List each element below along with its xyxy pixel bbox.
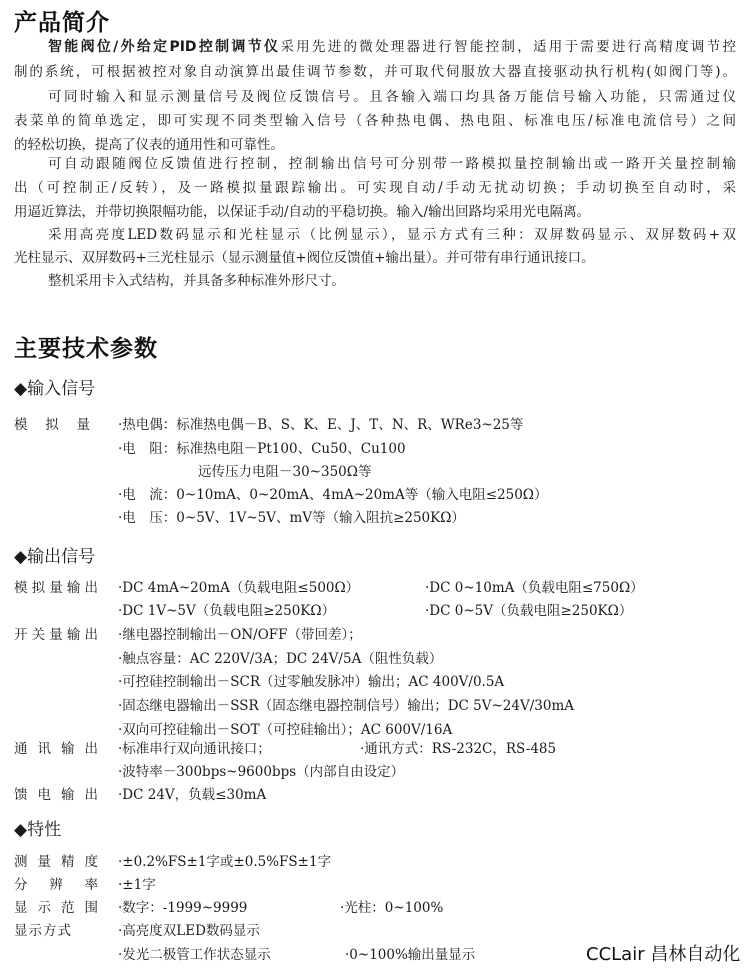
row-label: 模拟量输出 (14, 580, 98, 596)
row-value: ·DC 0~5V（负载电阻≥250KΩ） (425, 603, 633, 619)
intro-line (48, 36, 736, 58)
row-label: 测量精度 (14, 854, 98, 870)
row-value: ·继电器控制输出－ON/OFF（带回差）； (118, 627, 362, 643)
intro-line: 表菜单的简单选定，即可实现不同类型输入信号（各种热电偶、热电阻、标准电压/标准电流信号）之间 (14, 113, 736, 129)
intro-line: 光柱显示、双屏数码+三光柱显示（显示测量值+阀位反馈值+输出量）。并可带有串行通讯接口。 (14, 250, 595, 266)
row-value: ·波特率－300bps~9600bps（内部自由设定） (118, 764, 405, 780)
intro-line: 可自动跟随阀位反馈值进行控制，控制输出信号可分别带一路模拟量控制输出或一路开关量控制输 (48, 156, 736, 172)
row-value: ·±1字 (118, 877, 156, 893)
intro-line: 的轻松切换，提高了仪表的通用性和可靠性。 (14, 137, 284, 153)
row-value: ·触点容量：AC 220V/3A；DC 24V/5A（阻性负载） (118, 651, 443, 667)
intro-line: 整机采用卡入式结构，并具备多种标准外形尺寸。 (48, 273, 345, 289)
intro-line: 采用高亮度LED数码显示和光柱显示（比例显示），显示方式有三种：双屏数码显示、双屏数码+双 (48, 227, 736, 243)
input-section-title: ◆输入信号 (14, 379, 96, 399)
row-label: 分辨率 (14, 877, 98, 893)
row-label: 开关量输出 (14, 627, 98, 643)
intro-title: 产品简介 (14, 10, 110, 36)
row-value: ·0~100%输出量显示 (345, 947, 476, 963)
intro-line: 用逼近算法，并带切换限幅功能，以保证手动/自动的平稳切换。输入/输出回路均采用光电隔离。 (14, 204, 591, 220)
row-label: 馈电输出 (14, 787, 98, 803)
specs-title: 主要技术参数 (14, 336, 158, 362)
product-name: 智能阀位/外给定PID控制调节仪 (48, 39, 281, 55)
row-value: ·发光二极管工作状态显示 (118, 947, 271, 963)
intro-text: 采用先进的微处理器进行智能控制，适用于需要进行高精度调节控 (280, 39, 736, 55)
row-value: ·热电偶：标准热电偶－B、S、K、E、J、T、N、R、WRe3~25等 (118, 417, 524, 433)
row-value: ·通讯方式：RS-232C，RS-485 (360, 741, 557, 757)
intro-line: 制的系统，可根据被控对象自动演算出最佳调节参数，并可取代伺服放大器直接驱动执行机构(如阀门等)。 (14, 64, 736, 80)
row-value: 远传压力电阻－30~350Ω等 (198, 464, 372, 480)
row-value: ·DC 1V~5V（负载电阻≥250KΩ） (118, 603, 336, 619)
output-section-title: ◆输出信号 (14, 547, 96, 567)
row-value: ·电 流：0~10mA、0~20mA、4mA~20mA等（输入电阻≤250Ω） (118, 487, 548, 503)
row-value: ·固态继电器输出－SSR（固态继电器控制信号）输出；DC 5V~24V/30mA (118, 698, 575, 714)
row-value: ·DC 24V，负载≤30mA (118, 787, 267, 803)
row-value: ·DC 0~10mA（负载电阻≤750Ω） (425, 580, 644, 596)
row-label: 显示方式 (14, 923, 72, 939)
row-value: ·电 阻：标准热电阻－Pt100、Cu50、Cu100 (118, 441, 406, 457)
row-label: 显示范围 (14, 900, 98, 916)
row-value: ·高亮度双LED数码显示 (118, 923, 260, 939)
row-label: 模拟量 (14, 417, 90, 433)
row-value: ·DC 4mA~20mA（负载电阻≤500Ω） (118, 580, 360, 596)
features-section-title: ◆特性 (14, 820, 62, 840)
row-value: ·电 压：0~5V、1V~5V、mV等（输入阻抗≥250KΩ） (118, 510, 465, 526)
row-value: ·光柱：0~100% (340, 900, 444, 916)
intro-line: 可同时输入和显示测量信号及阀位反馈信号。且各输入端口均具备万能信号输入功能，只需通过仪 (48, 89, 736, 105)
intro-line: 出（可控制正/反转），及一路模拟量跟踪输出。可实现自动/手动无扰动切换；手动切换至自动时，采 (14, 180, 736, 196)
row-label: 通讯输出 (14, 741, 98, 757)
row-value: ·±0.2%FS±1字或±0.5%FS±1字 (118, 854, 332, 870)
brand-watermark: CCLair 昌林自动化 (586, 944, 741, 965)
row-value: ·标准串行双向通讯接口； (118, 741, 271, 757)
row-value: ·双向可控硅输出－SOT（可控硅输出）；AC 600V/16A (118, 722, 453, 738)
row-value: ·可控硅控制输出－SCR（过零触发脉冲）输出；AC 400V/0.5A (118, 674, 505, 690)
row-value: ·数字：-1999~9999 (118, 900, 248, 916)
